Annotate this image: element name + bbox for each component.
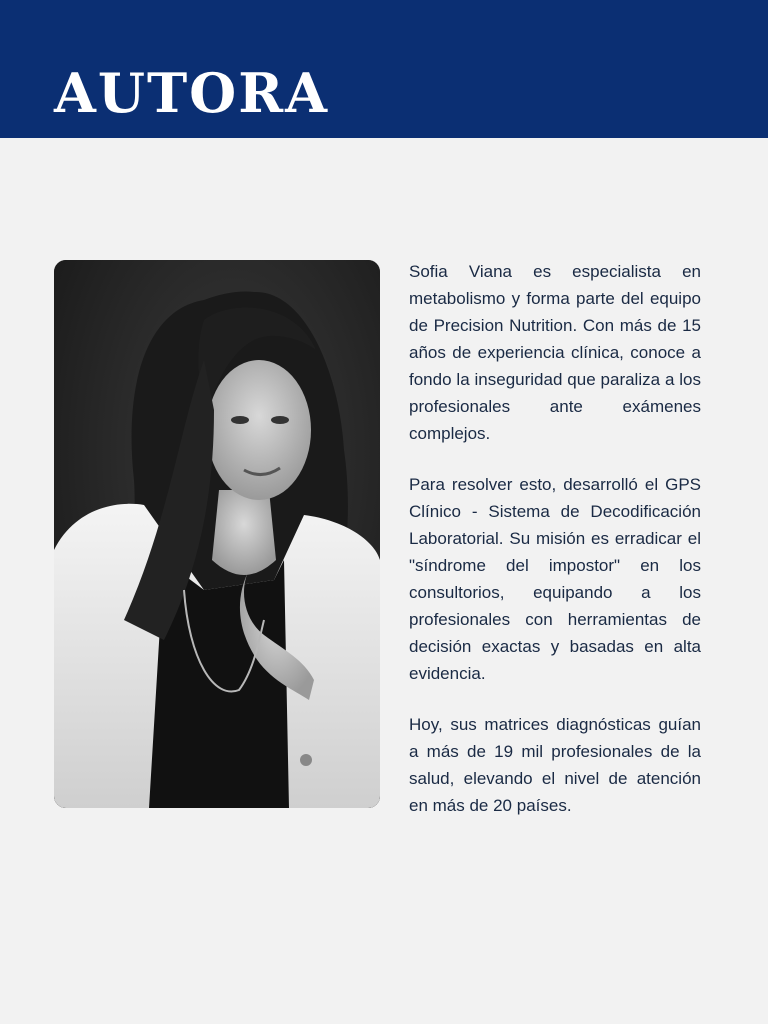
author-portrait-image — [54, 260, 380, 808]
bio-paragraph-2: Para resolver esto, desarrolló el GPS Clínico - Sistema de Decodificación Laboratorial. Su misión es erradicar el "síndrome del impostor" en los consultorios, equipando a los profesionales con herramientas de decisión exactas y basadas en alta evidencia. — [409, 475, 701, 683]
page-title: AUTORA — [54, 61, 329, 125]
bio-paragraph-3: Hoy, sus matrices diagnósticas guían a más de 19 mil profesionales de la salud, elevando el nivel de atención en más de 20 países. — [409, 715, 701, 815]
header-banner — [0, 0, 768, 138]
author-photo — [54, 260, 380, 808]
author-bio — [409, 258, 701, 843]
bio-paragraph-1: Sofia Viana es especialista en metabolismo y forma parte del equipo de Precision Nutrition. Con más de 15 años de experiencia clínica, conoce a fondo la inseguridad que paraliza a los profesionales ante exámenes complejos. — [409, 262, 701, 443]
